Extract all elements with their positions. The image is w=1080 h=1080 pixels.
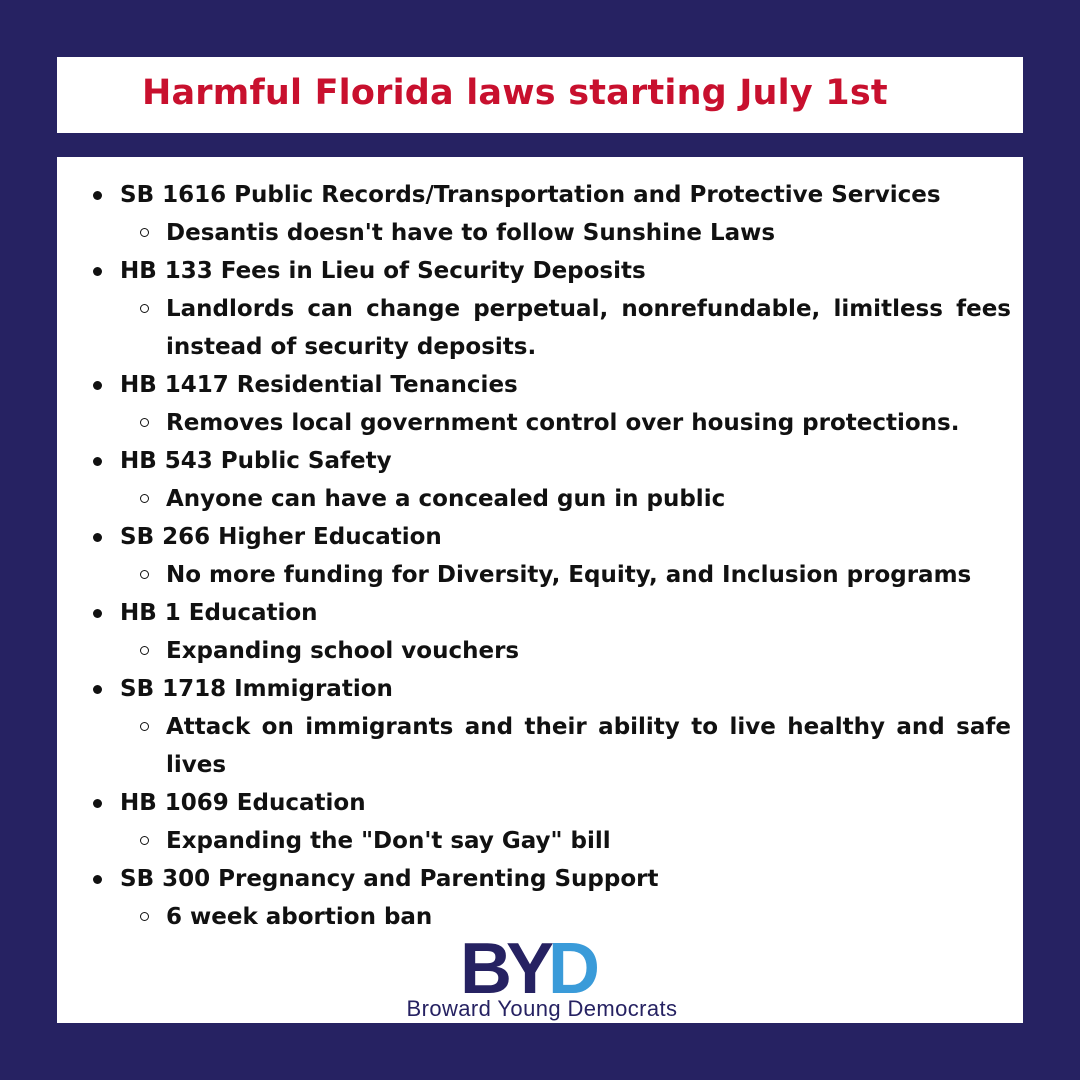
circle-bullet-icon xyxy=(140,836,149,845)
bullet-icon xyxy=(93,609,102,618)
law-detail: Anyone can have a concealed gun in public xyxy=(57,480,1023,518)
law-item xyxy=(57,860,1023,936)
law-list xyxy=(57,176,1023,936)
byd-logo xyxy=(377,935,707,1023)
law-title: SB 266 Higher Education xyxy=(57,518,1023,556)
byd-logo-mark xyxy=(460,935,610,997)
law-item xyxy=(57,594,1023,670)
law-detail: Removes local government control over housing protections. xyxy=(57,404,1023,442)
circle-bullet-icon xyxy=(140,646,149,655)
law-item xyxy=(57,784,1023,860)
circle-bullet-icon xyxy=(140,570,149,579)
law-detail: Expanding school vouchers xyxy=(57,632,1023,670)
organization-name: Broward Young Democrats xyxy=(406,996,678,1021)
law-title: HB 1417 Residential Tenancies xyxy=(57,366,1023,404)
law-title: HB 133 Fees in Lieu of Security Deposits xyxy=(57,252,1023,290)
bullet-icon xyxy=(93,267,102,276)
law-detail: 6 week abortion ban xyxy=(57,898,1023,936)
circle-bullet-icon xyxy=(140,228,149,237)
law-item xyxy=(57,670,1023,784)
law-item xyxy=(57,252,1023,366)
law-title: HB 543 Public Safety xyxy=(57,442,1023,480)
bullet-icon xyxy=(93,381,102,390)
circle-bullet-icon xyxy=(140,418,149,427)
law-item xyxy=(57,176,1023,252)
page-title: Harmful Florida laws starting July 1st xyxy=(142,73,888,113)
circle-bullet-icon xyxy=(140,494,149,503)
byd-logo-letters-by: BY xyxy=(460,935,549,997)
law-detail: Desantis doesn't have to follow Sunshine Laws xyxy=(57,214,1023,252)
law-detail: Expanding the "Don't say Gay" bill xyxy=(57,822,1023,860)
law-title: HB 1 Education xyxy=(57,594,1023,632)
law-title: HB 1069 Education xyxy=(57,784,1023,822)
law-item xyxy=(57,518,1023,594)
bullet-icon xyxy=(93,685,102,694)
law-item xyxy=(57,442,1023,518)
law-title: SB 1616 Public Records/Transportation and Protective Services xyxy=(57,176,1023,214)
bullet-icon xyxy=(93,799,102,808)
circle-bullet-icon xyxy=(140,304,149,313)
bullet-icon xyxy=(93,875,102,884)
byd-logo-letter-d: D xyxy=(548,935,595,997)
bullet-icon xyxy=(93,533,102,542)
bullet-icon xyxy=(93,191,102,200)
circle-bullet-icon xyxy=(140,912,149,921)
byd-logo-mark-text xyxy=(460,935,597,997)
law-item xyxy=(57,366,1023,442)
law-detail: Landlords can change perpetual, nonrefundable, limitless fees instead of security deposits. xyxy=(57,290,1023,366)
law-title: SB 300 Pregnancy and Parenting Support xyxy=(57,860,1023,898)
law-title: SB 1718 Immigration xyxy=(57,670,1023,708)
title-banner xyxy=(57,57,1023,133)
law-detail: Attack on immigrants and their ability to live healthy and safe lives xyxy=(57,708,1023,784)
circle-bullet-icon xyxy=(140,722,149,731)
bullet-icon xyxy=(93,457,102,466)
law-detail: No more funding for Diversity, Equity, and Inclusion programs xyxy=(57,556,1023,594)
content-panel xyxy=(57,157,1023,1023)
